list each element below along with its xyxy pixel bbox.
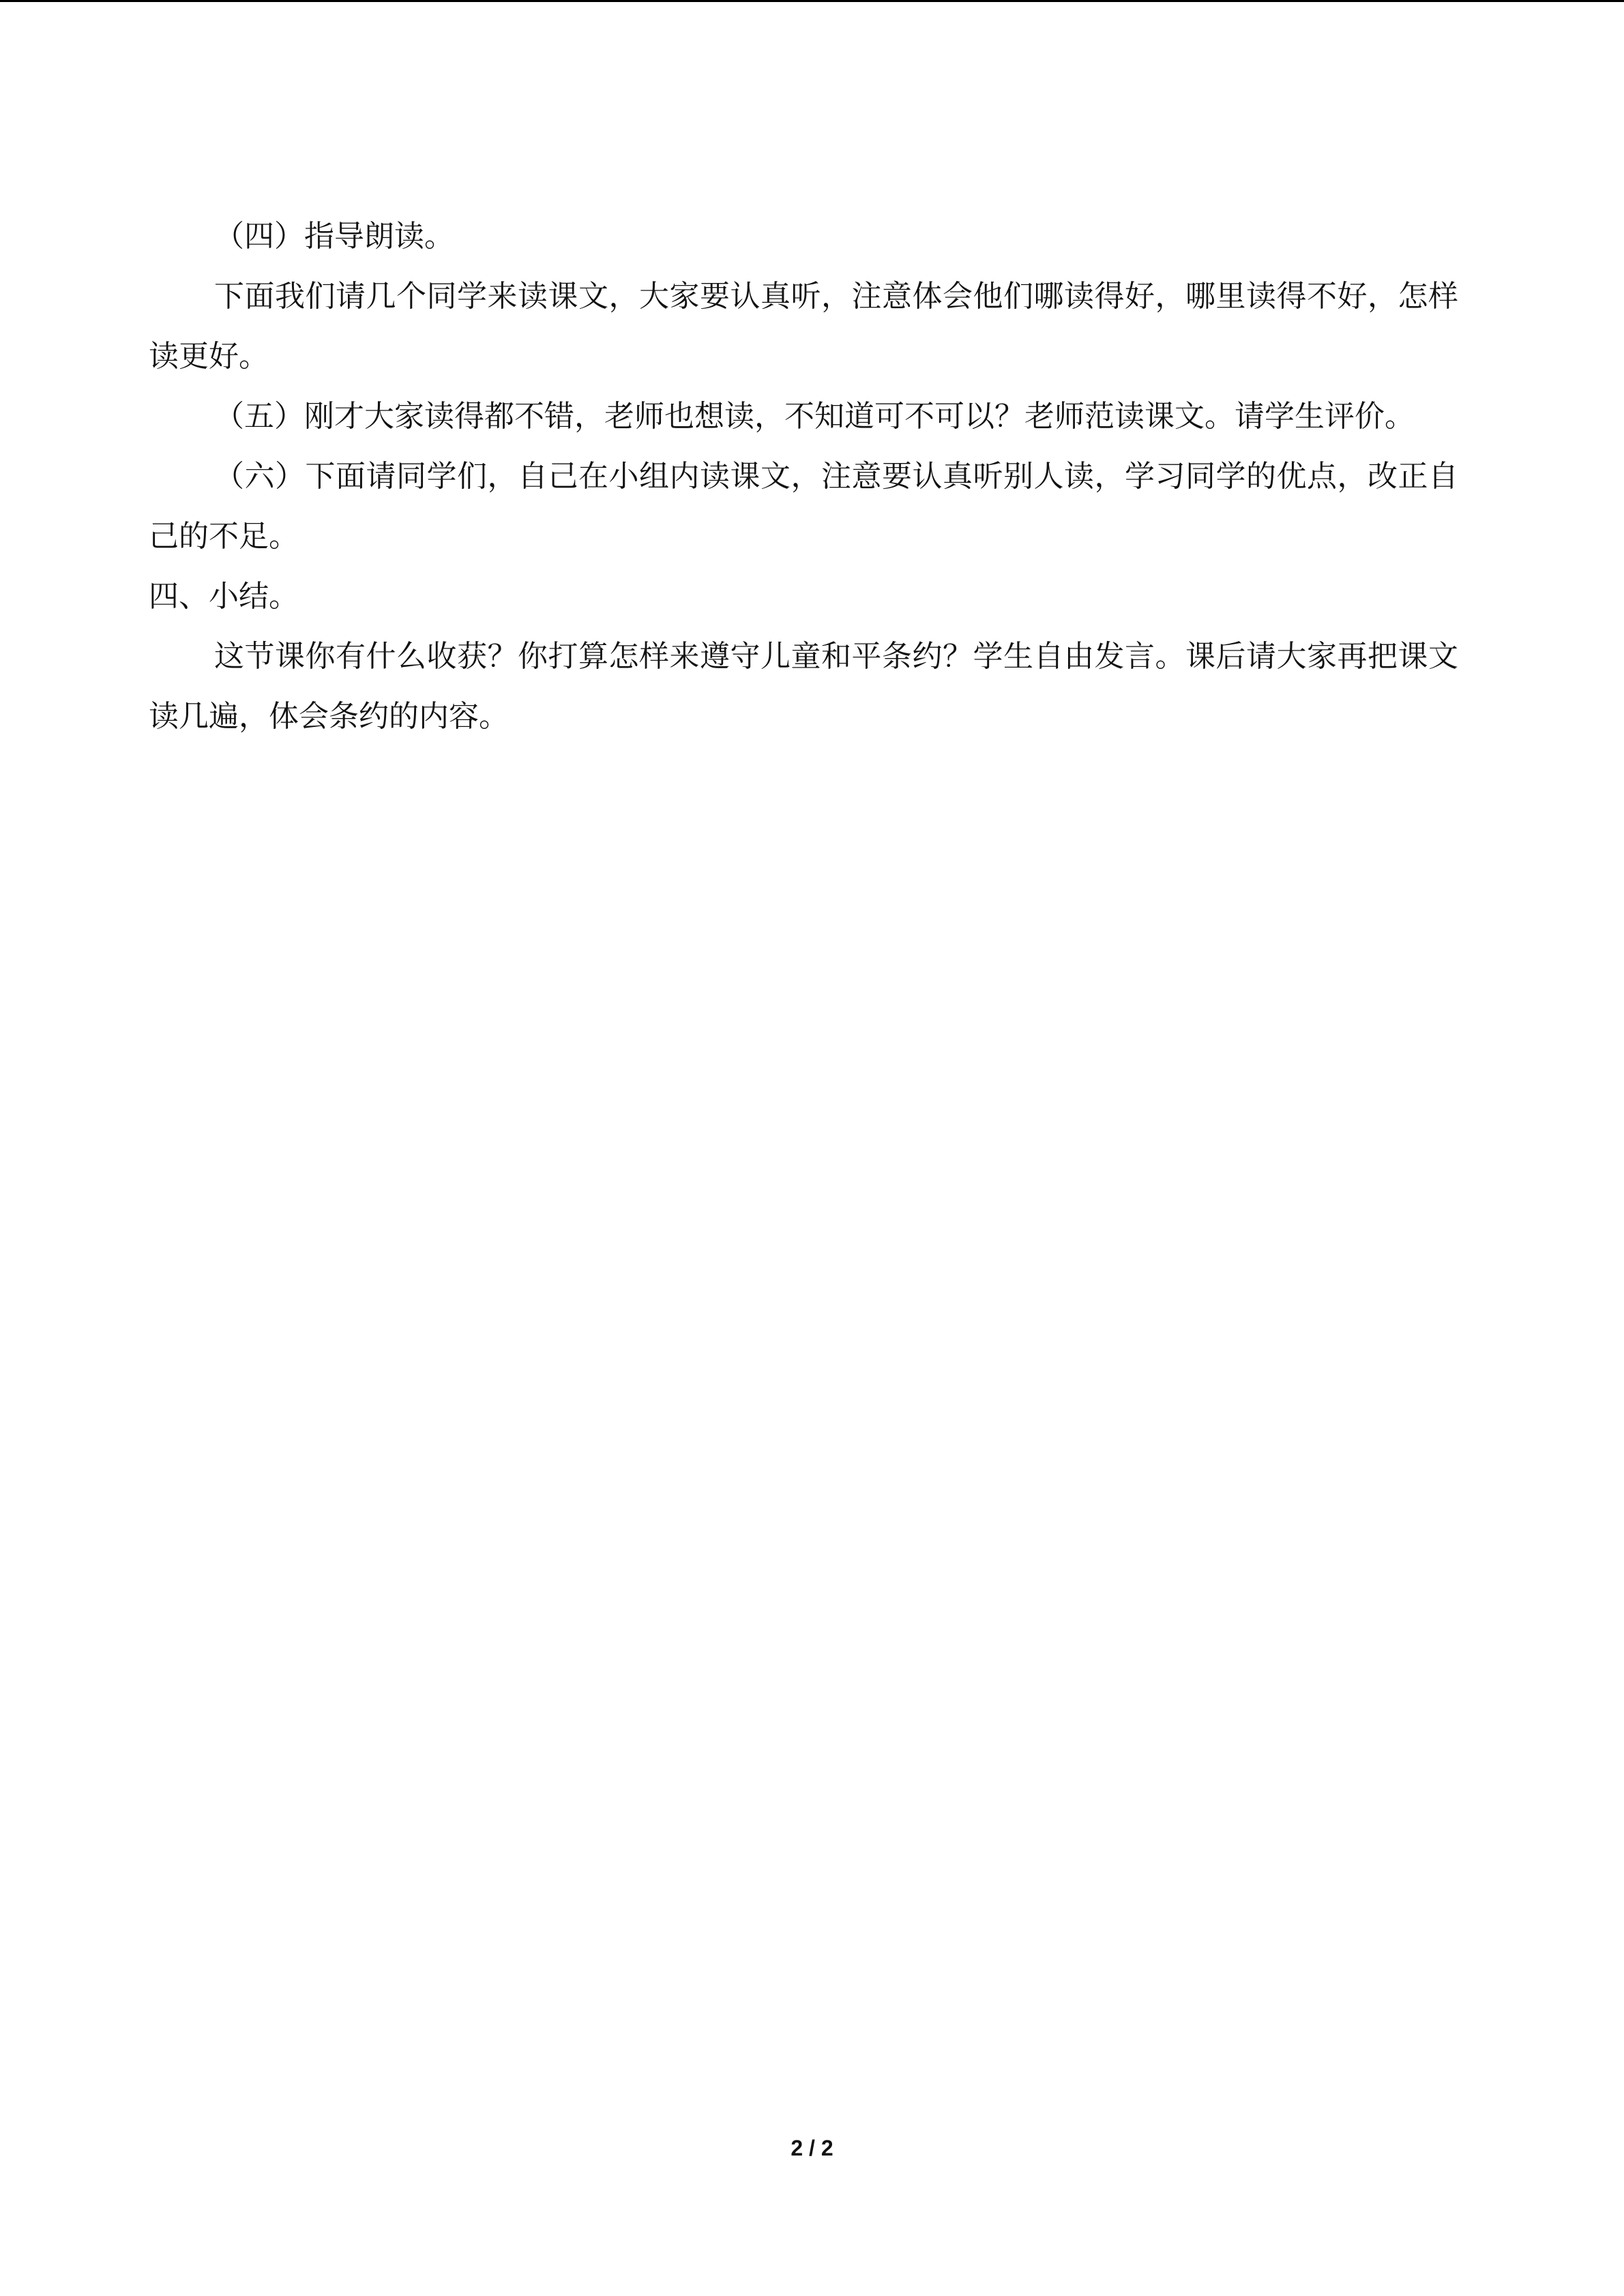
section-heading-summary: 四、小结。 (149, 579, 299, 614)
page-number: 2 / 2 (791, 2136, 833, 2160)
paragraph-guided-reading: （四）指导朗读。 (214, 219, 454, 254)
document-body (149, 207, 1458, 747)
paragraph-summary: 这节课你有什么收获？你打算怎样来遵守儿童和平条约？学生自由发言。课后请大家再把课文读几遍，体会条约的内容。 (149, 639, 1458, 734)
paragraph-teacher-model-reading: （五）刚才大家读得都不错，老师也想读，不知道可不可以？老师范读课文。请学生评价。 (214, 399, 1415, 434)
paragraph-student-reading: 下面我们请几个同学来读课文，大家要认真听，注意体会他们哪读得好，哪里读得不好，怎样读更好。 (149, 279, 1458, 374)
paragraph-group-reading: （六）下面请同学们，自己在小组内读课文，注意要认真听别人读，学习同学的优点，改正自己的不足。 (149, 459, 1458, 554)
